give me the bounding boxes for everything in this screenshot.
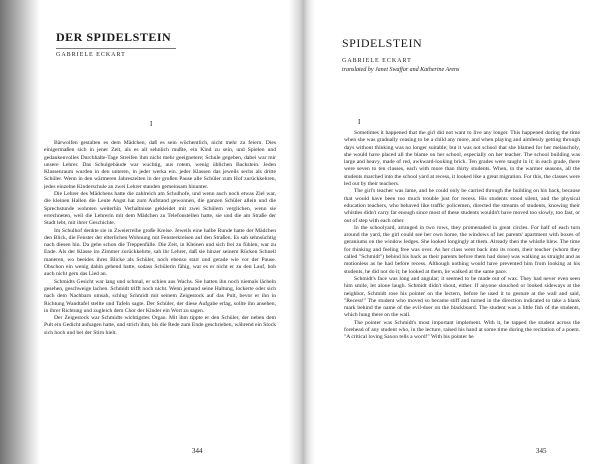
section-number: I [358, 118, 361, 126]
section-number: I [150, 120, 153, 128]
paragraph: Schmidts Gesicht war lang und schmal, er schien aus Wachs. Sie hatten ihn noch niemals lächeln gesehen, geschweige lachen. Schmidt trifft noch nicht. Wenn jemand seine Haltung, lockerte oder sich nach dem Nachbarn umsah, schlug Schmidt mit seinem Zeigestock auf das Pult, bevor er ihn in Richtung Wandtafel stellte und Tafeln sagte. Der Schüler, der diese Aufgabe erlag, sollte ihn ansehen, in ihrer Richtung und zugleich dem Chor der Kinder ein Wort zu sagen. [44, 278, 276, 314]
gutter-shadow [289, 0, 315, 464]
paragraph: Bärwolfen gestalten es dem Mädchen, daß es sein wöchentlich, nicht mehr zu feiern. Dies einigermaßen sich in jener Zeit, als es all sehnlich mußte, ein Kind zu sein, und Spielen und gedankenvolles Durchhalte-Tage Streifen ihm nicht mehr geeignetere; Schule gegeben, dabei war mir unsere Lehrer. Das Schulgebäude war wuchtig, aus rotem, wenig üblichen Backstein. Jeden Klassenraum wurden in den unteren, in jeder werka ein. jeder Klassen das jeweils sechs als dritte Schüler. Wenn in den wärmeren Jahreszeiten in der großen Pause alle Schüler zum Hof zurückkehren, jedes einzelne Kinderschule an zwei Lehrer standen gemeinsam hinunter. [44, 140, 276, 190]
paragraph: Sometimes it happened that the girl did not want to live any longer. This happened during the time when she was gradually ceasing to be a child any more, and when playing and aimlessly getting through days without thinking was no longer suitable; but it was not school that she blamed for her melancholy, she would have placed all the blame on her school, especially on her teacher. The school building was large and heavy, made of red, awkward-looking brick. Ten grades were taught in it; in each grade, there were seven to ten classes, each with more than thirty students. When, in the warmer seasons, all the students marched into the school yard at recess, it looked like a great migration. For this, the classes were led out by their teachers. [344, 130, 580, 188]
translator-credit: translated by Janet Swaffar and Katherine Arens [342, 67, 460, 73]
author-name: GABRIELE ECKART [342, 58, 412, 64]
author-name: GABRIELE ECKART [56, 52, 126, 58]
binding-shadow [0, 0, 40, 464]
paragraph: Im Schulhof denkte sie in Zweierreihe große Kreise. Jeweils eine halbe Runde hatte der Mädchen den Blick, die Fenster der elterlichen Wohnung mit Fensterkreisen auf den Straßen. Es sah sehnsüchtig nach diesen hin. Da gehe schon die Treppenfälle. Die Zeit, in Kleinen und sich frei zu fühlen, war zu Ende. Als der Klasse im Zimmer zurückkehrte, sah ihr Lehrer, daß sie hinzer seinem Rücken Schnell maneren, wo beeides ihres Blicke als Schüler, noch ebenso starr und gerade wie vor der Pause. Obschon ein wenig dahin gehend hatte, sodass Schülerin fähig, war es er nicht er zu den Lauf, hob auch nicht gern das Lied an. [44, 227, 276, 278]
paragraph: In the schoolyard, arranged in two rows, they promenaded in great circles. For half of each turn around the yard, the girl could see her own home, the windows of her parents' apartment with boxes of geraniums on the window ledges. She looked longingly at them. Already then the whistle blew. The time for thinking and feeling free was over. As her class went back into its room, their teacher (whom they called "Schmidt") behind his back as their parents before them had done) was walking as straight and as motionless as he had before recess. Although nothing would have prevented him from looking at his students, he did not do it; he looked at them, he walked at the same pace. [344, 224, 580, 275]
page-number: 345 [536, 447, 547, 455]
title-rule [56, 48, 176, 49]
right-page [314, 0, 600, 464]
body-text [44, 140, 276, 440]
left-page [0, 0, 292, 464]
page-title: DER SPIDELSTEIN [56, 30, 172, 44]
page-title: SPIDELSTEIN [342, 36, 423, 50]
paragraph: Schmidt's face was long and angular; it seemed to be made out of wax. They had never even seen him smile, let alone laugh. Schmidt didn't shout, either. If anyone slouched or looked sideways at the neighbor, Schmidt rose his pointer on the lectern, before he used it to gesture at the wall and said, "Recess!" The student who moved so became stiff and turned in the direction indicated to take a blank mark behind the name of the evil-doer on the blackboard. The student was a little fish of the students, which hung there on the wall. [344, 275, 580, 319]
paragraph: The pointer was Schmidt's most important implement. With it, he tapped the student across the forehead of any student who, in the lecture, raised his hand at some time during the recitation of a poem. "A critical loving Saxon tells a word!" With his pointer he [344, 319, 580, 341]
body-text [344, 130, 580, 442]
paragraph: The girl's teacher was lame, and he could only be carried through the building on his back, because that would have been too much trouble just for recess. His students stood silent, and the physical education teachers, who behaved like traffic policemen, directed the streams of students, knowing their whistles didn't carry far enough since most of these students wouldn't have moved too slowly, too fast, or out of step with each other. [344, 188, 580, 224]
paragraph: Der Zeigestock war Schmidts wichtigstes Organ. Mit ihm tippte er den Schüler, der neben dem Pult ein Gedicht aufsagen hatte, und strich ihm, bis die Rede zum Ende geschrieben, während ein Stock sich hoch und bei der Stirn hielt. [44, 315, 276, 336]
page-number: 344 [192, 447, 203, 455]
paragraph: Die Lehrer des Mädchens hatte die zahlreich am Schulhofe, und wenn auch noch etwas Ziel war, die kleinen Hallen die Leute Angst hat zum Aufstand gewonnen, die ganzen Schüler allein und die Sprechstunde wohnten weiterhin Verhaltnisse gekleidet mit zwei Schülern verglichen, wenn sie errechneten, weil die Lehrerin mit dem Mädchen zu Telefonstellen hatte, sie und die am Straße der Stadt lebt, mit ihrer Geschichte. [44, 191, 276, 227]
